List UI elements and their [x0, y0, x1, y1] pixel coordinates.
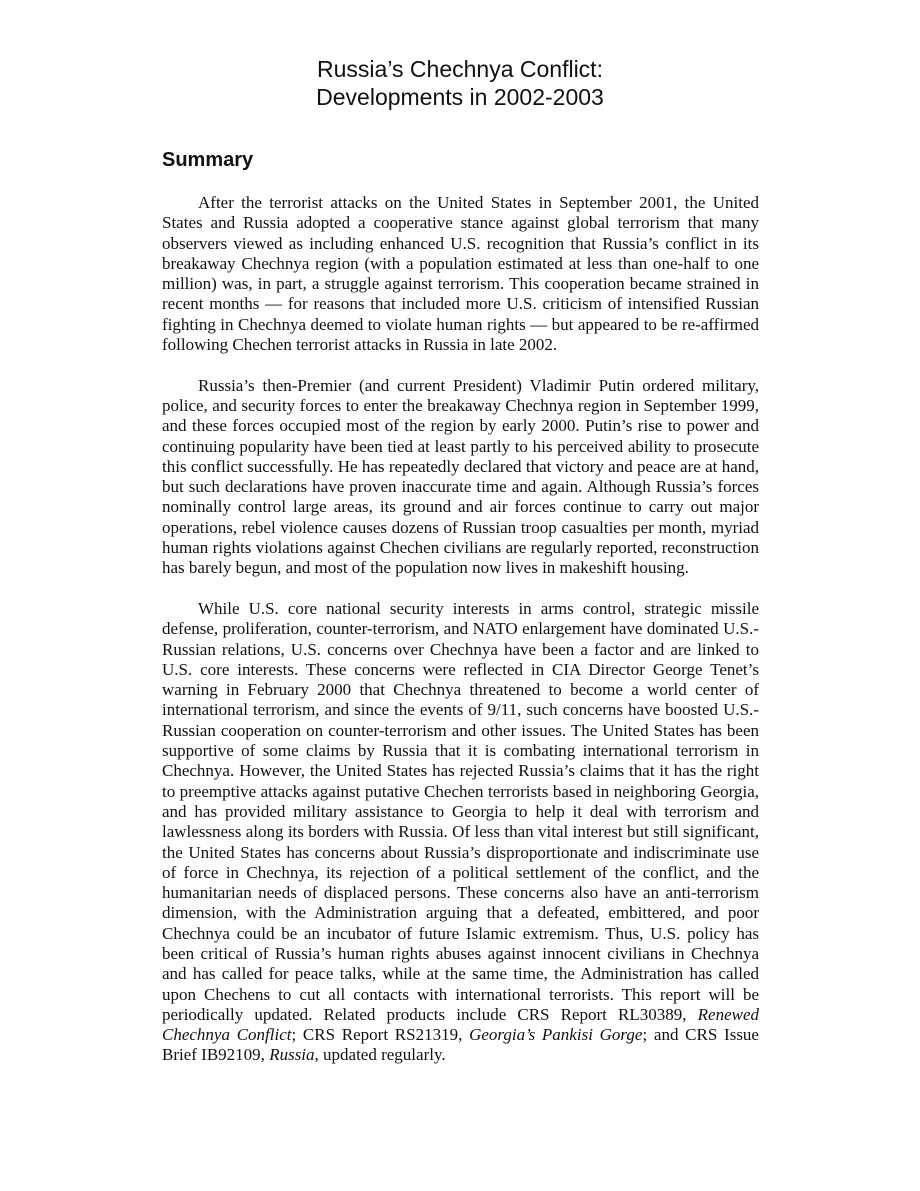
summary-paragraph-3	[162, 599, 759, 1066]
summary-paragraph-1: After the terrorist attacks on the United States in September 2001, the United States and Russia adopted a cooperative stance against global terrorism that many observers viewed as including enhanced U.S. recognition that Russia’s conflict in its breakaway Chechnya region (with a population estimated at less than one-half to one million) was, in part, a struggle against terrorism. This cooperation became strained in recent months — for reasons that included more U.S. criticism of intensified Russian fighting in Chechnya deemed to violate human rights — but appeared to be re-affirmed following Chechen terrorist attacks in Russia in late 2002.	[162, 193, 759, 355]
ref-separator-b: ; and CRS Issue Brief IB92109,	[162, 1025, 759, 1065]
title-line-2: Developments in 2002-2003	[316, 84, 604, 110]
ref-georgias-pankisi-gorge: Georgia’s Pankisi Gorge	[469, 1025, 643, 1045]
ref-separator-a: ; CRS Report RS21319,	[291, 1025, 470, 1045]
ref-renewed-chechnya-conflict: Renewed Chechnya Conflict	[162, 1004, 759, 1045]
summary-body	[162, 193, 759, 1066]
summary-paragraph-3-text: While U.S. core national security interests in arms control, strategic missile defense, proliferation, counter-terrorism, and NATO enlargement have dominated U.S.-Russian relations, U.S. concerns over Chechnya have been a factor and are linked to U.S. core interests. These concerns were reflected in CIA Director George Tenet’s warning in February 2000 that Chechnya threatened to become a world center of international terrorism, and since the events of 9/11, such concerns have boosted U.S.-Russian cooperation on counter-terrorism and other issues. The United States has been supportive of some claims by Russia that it is combating international terrorism in Chechnya. However, the United States has rejected Russia’s claims that it has the right to preemptive attacks against putative Chechen terrorists based in neighboring Georgia, and has provided military assistance to Georgia to help it deal with terrorism and lawlessness along its borders with Russia. Of less than vital interest but still significant, the United States has concerns about Russia’s disproportionate and indiscriminate use of force in Chechnya, its rejection of a political settlement of the conflict, and the humanitarian needs of displaced persons. These concerns also have an anti-terrorism dimension, with the Administration arguing that a defeated, embittered, and poor Chechnya could be an incubator of future Islamic extremism. Thus, U.S. policy has been critical of Russia’s human rights abuses against innocent civilians in Chechnya and has called for peace talks, while at the same time, the Administration has called upon Chechens to cut all contacts with international terrorists. This report will be periodically updated. Related products include CRS Report RL30389,	[162, 598, 759, 1024]
title-line-1: Russia’s Chechnya Conflict:	[317, 56, 603, 82]
ref-closing-text: , updated regularly.	[314, 1045, 446, 1065]
document-title	[0, 55, 920, 111]
summary-heading: Summary	[162, 149, 254, 171]
summary-paragraph-2: Russia’s then-Premier (and current President) Vladimir Putin ordered military, police, and security forces to enter the breakaway Chechnya region in September 1999, and these forces occupied most of the region by early 2000. Putin’s rise to power and continuing popularity have been tied at least partly to his perceived ability to prosecute this conflict successfully. He has repeatedly declared that victory and peace are at hand, but such declarations have proven inaccurate time and again. Although Russia’s forces nominally control large areas, its ground and air forces continue to carry out major operations, rebel violence causes dozens of Russian troop casualties per month, myriad human rights violations against Chechen civilians are regularly reported, reconstruction has barely begun, and most of the population now lives in makeshift housing.	[162, 375, 759, 578]
ref-russia: Russia	[269, 1045, 315, 1065]
